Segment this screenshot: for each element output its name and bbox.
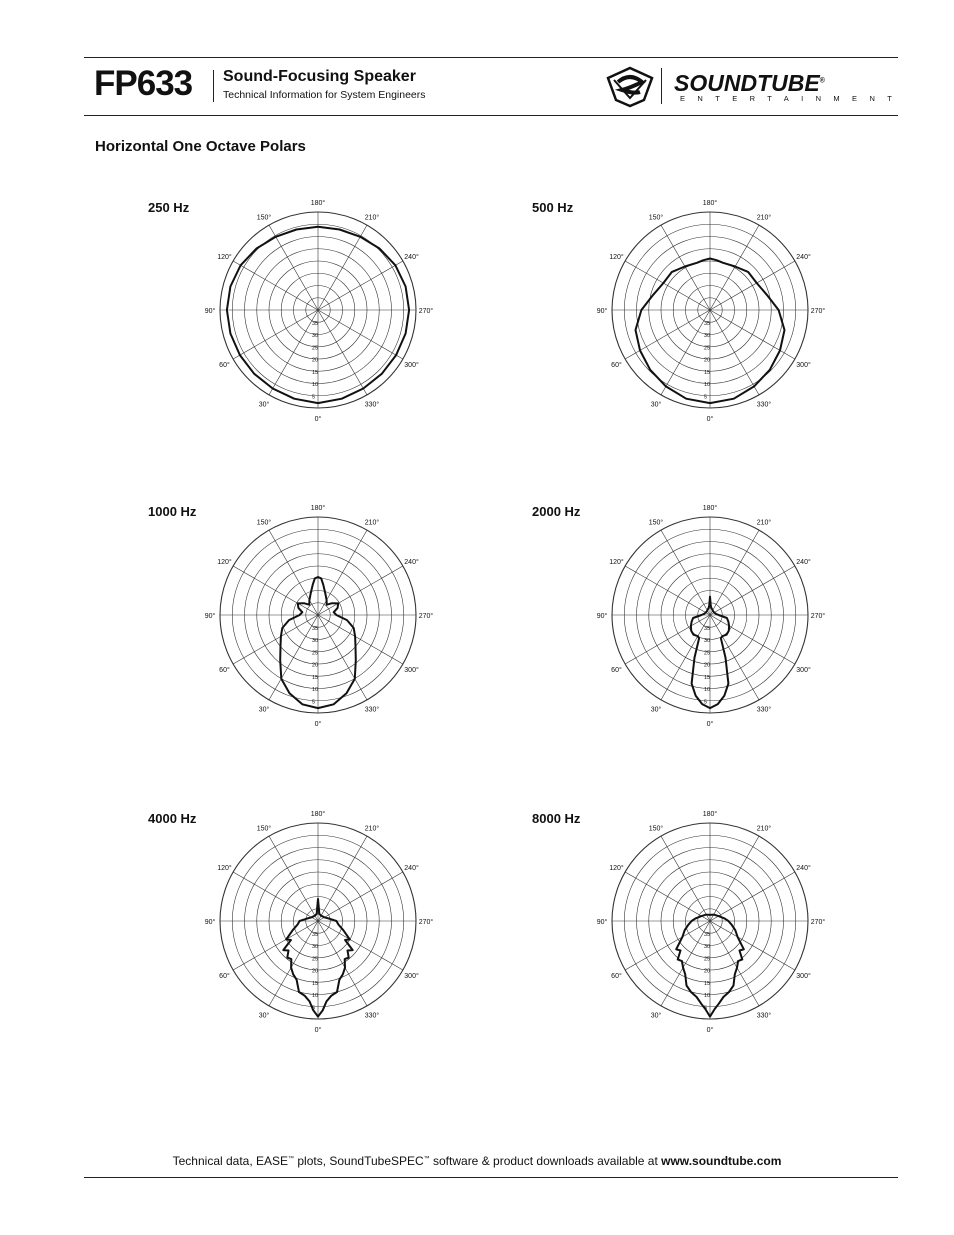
angle-tick-label: 210° xyxy=(756,825,772,833)
angle-tick-label: 90° xyxy=(596,919,608,926)
angle-tick-label: 0° xyxy=(314,721,322,728)
grid-spoke xyxy=(625,566,710,615)
grid-spoke xyxy=(625,310,710,359)
angle-tick-label: 90° xyxy=(204,613,216,620)
chart-title-2000hz: 2000 Hz xyxy=(532,504,581,519)
angle-tick-label: 180° xyxy=(702,811,718,818)
angle-tick-label: 90° xyxy=(204,308,216,315)
grid-spoke xyxy=(269,836,318,921)
grid-spoke xyxy=(710,566,795,615)
grid-spoke xyxy=(318,921,403,970)
grid-spoke xyxy=(710,921,759,1006)
grid-spoke xyxy=(269,225,318,310)
angle-tick-label: 180° xyxy=(310,811,326,818)
angle-tick-label: 330° xyxy=(756,1012,772,1020)
angle-tick-label: 150° xyxy=(256,825,272,833)
registered-mark: ® xyxy=(819,77,825,85)
grid-spoke xyxy=(233,310,318,359)
angle-tick-label: 300° xyxy=(796,973,811,980)
grid-spoke xyxy=(625,872,710,921)
angle-tick-label: 210° xyxy=(756,214,772,222)
radial-tick-label: 15 xyxy=(704,674,711,681)
grid-spoke xyxy=(318,530,367,615)
grid-spoke xyxy=(661,836,710,921)
grid-spoke xyxy=(710,261,795,310)
grid-spoke xyxy=(661,310,710,395)
footer-rule xyxy=(84,1177,898,1178)
trademark-mark: ™ xyxy=(423,1156,430,1162)
radial-tick-label: 25 xyxy=(312,956,319,963)
radial-tick-label: 35 xyxy=(312,931,319,938)
angle-tick-label: 30° xyxy=(650,401,662,409)
angle-tick-label: 90° xyxy=(596,613,608,620)
radial-tick-label: 5 xyxy=(312,1005,316,1012)
angle-tick-label: 210° xyxy=(756,519,772,527)
radial-tick-label: 15 xyxy=(704,980,711,987)
angle-tick-label: 300° xyxy=(404,362,419,369)
radial-tick-label: 25 xyxy=(312,345,319,352)
radial-tick-label: 30 xyxy=(704,944,711,950)
angle-tick-label: 0° xyxy=(314,1027,322,1034)
grid-spoke xyxy=(318,310,403,359)
angle-tick-label: 210° xyxy=(364,825,380,833)
header-divider xyxy=(213,70,214,102)
polar-chart-4000hz xyxy=(200,806,440,1036)
angle-tick-label: 90° xyxy=(596,308,608,315)
radial-tick-label: 5 xyxy=(312,699,316,706)
angle-tick-label: 0° xyxy=(706,721,714,728)
radial-tick-label: 10 xyxy=(312,993,319,999)
polar-chart-250hz xyxy=(200,195,440,425)
model-number: FP633 xyxy=(94,64,193,103)
angle-tick-label: 120° xyxy=(609,559,624,566)
radial-tick-label: 30 xyxy=(312,944,319,950)
grid-spoke xyxy=(233,921,318,970)
angle-tick-label: 300° xyxy=(796,667,811,674)
angle-tick-label: 270° xyxy=(418,308,434,315)
angle-tick-label: 30° xyxy=(258,1012,270,1020)
grid-spoke xyxy=(710,615,795,664)
grid-spoke xyxy=(710,225,759,310)
product-subtitle: Technical Information for System Engineers xyxy=(223,89,426,101)
radial-tick-label: 30 xyxy=(704,333,711,339)
radial-tick-label: 10 xyxy=(704,382,711,388)
angle-tick-label: 30° xyxy=(650,1012,662,1020)
grid-spoke xyxy=(318,566,403,615)
angle-tick-label: 150° xyxy=(256,214,272,222)
angle-tick-label: 330° xyxy=(364,706,380,714)
angle-tick-label: 270° xyxy=(810,613,826,620)
radial-tick-label: 35 xyxy=(704,625,711,632)
radial-tick-label: 15 xyxy=(312,980,319,987)
angle-tick-label: 90° xyxy=(204,919,216,926)
angle-tick-label: 270° xyxy=(810,308,826,315)
grid-spoke xyxy=(710,872,795,921)
angle-tick-label: 60° xyxy=(611,362,622,369)
radial-tick-label: 20 xyxy=(704,968,711,975)
angle-tick-label: 120° xyxy=(217,254,232,261)
radial-tick-label: 5 xyxy=(704,699,708,706)
grid-spoke xyxy=(318,225,367,310)
angle-tick-label: 120° xyxy=(609,865,624,872)
grid-spoke xyxy=(710,921,795,970)
grid-spoke xyxy=(269,530,318,615)
angle-tick-label: 0° xyxy=(706,1027,714,1034)
angle-tick-label: 60° xyxy=(611,973,622,980)
angle-tick-label: 30° xyxy=(650,706,662,714)
grid-spoke xyxy=(269,310,318,395)
polar-chart-1000hz xyxy=(200,500,440,730)
angle-tick-label: 330° xyxy=(756,706,772,714)
grid-spoke xyxy=(318,615,367,700)
polar-chart-8000hz xyxy=(592,806,832,1036)
chart-title-4000hz: 4000 Hz xyxy=(148,811,197,826)
radial-tick-label: 20 xyxy=(704,662,711,669)
radial-tick-label: 25 xyxy=(704,345,711,352)
radial-tick-label: 25 xyxy=(312,650,319,657)
angle-tick-label: 330° xyxy=(364,401,380,409)
angle-tick-label: 240° xyxy=(796,865,811,872)
radial-tick-label: 15 xyxy=(312,674,319,681)
angle-tick-label: 0° xyxy=(314,416,322,423)
grid-spoke xyxy=(233,261,318,310)
angle-tick-label: 300° xyxy=(796,362,811,369)
grid-spoke xyxy=(661,615,710,700)
grid-spoke xyxy=(269,921,318,1006)
grid-spoke xyxy=(710,310,759,395)
angle-tick-label: 240° xyxy=(796,254,811,261)
radial-tick-label: 35 xyxy=(704,931,711,938)
angle-tick-label: 30° xyxy=(258,706,270,714)
angle-tick-label: 60° xyxy=(219,973,230,980)
angle-tick-label: 60° xyxy=(219,667,230,674)
radial-tick-label: 5 xyxy=(704,1005,708,1012)
polar-chart-2000hz xyxy=(592,500,832,730)
radial-tick-label: 10 xyxy=(704,993,711,999)
grid-spoke xyxy=(318,872,403,921)
angle-tick-label: 330° xyxy=(756,401,772,409)
angle-tick-label: 150° xyxy=(648,214,664,222)
soundtube-emblem-icon xyxy=(604,64,656,108)
radial-tick-label: 35 xyxy=(704,320,711,327)
angle-tick-label: 210° xyxy=(364,519,380,527)
angle-tick-label: 330° xyxy=(364,1012,380,1020)
radial-tick-label: 15 xyxy=(704,369,711,376)
footer-note: Technical data, EASE™ plots, SoundTubeSPEC™ software & product downloads available at www.soundtube.com xyxy=(172,1154,782,1168)
grid-spoke xyxy=(710,310,795,359)
angle-tick-label: 210° xyxy=(364,214,380,222)
chart-title-500hz: 500 Hz xyxy=(532,200,574,215)
product-title: Sound-Focusing Speaker xyxy=(223,68,416,85)
grid-spoke xyxy=(318,836,367,921)
trademark-mark: ™ xyxy=(288,1156,295,1162)
angle-tick-label: 120° xyxy=(217,559,232,566)
polar-chart-500hz xyxy=(592,195,832,425)
header-bottom-rule xyxy=(84,115,898,116)
angle-tick-label: 60° xyxy=(219,362,230,369)
radial-tick-label: 10 xyxy=(704,687,711,693)
radial-tick-label: 20 xyxy=(704,357,711,364)
angle-tick-label: 150° xyxy=(256,519,272,527)
brand-tagline: ENTERTAINMENT xyxy=(680,94,905,103)
angle-tick-label: 180° xyxy=(702,200,718,207)
angle-tick-label: 240° xyxy=(796,559,811,566)
grid-spoke xyxy=(233,566,318,615)
radial-tick-label: 25 xyxy=(704,956,711,963)
chart-title-250hz: 250 Hz xyxy=(148,200,190,215)
brand-divider xyxy=(661,68,662,104)
grid-spoke xyxy=(661,225,710,310)
radial-tick-label: 5 xyxy=(704,394,708,401)
grid-spoke xyxy=(625,615,710,664)
radial-tick-label: 10 xyxy=(312,382,319,388)
radial-tick-label: 10 xyxy=(312,687,319,693)
radial-tick-label: 30 xyxy=(704,638,711,644)
radial-tick-label: 35 xyxy=(312,320,319,327)
angle-tick-label: 180° xyxy=(310,505,326,512)
angle-tick-label: 240° xyxy=(404,254,419,261)
grid-spoke xyxy=(233,615,318,664)
angle-tick-label: 150° xyxy=(648,825,664,833)
angle-tick-label: 240° xyxy=(404,559,419,566)
brand-logo xyxy=(600,64,905,108)
angle-tick-label: 270° xyxy=(418,919,434,926)
angle-tick-label: 180° xyxy=(310,200,326,207)
grid-spoke xyxy=(318,310,367,395)
grid-spoke xyxy=(318,615,403,664)
grid-spoke xyxy=(710,530,759,615)
grid-spoke xyxy=(710,836,759,921)
section-title: Horizontal One Octave Polars xyxy=(95,138,306,155)
angle-tick-label: 300° xyxy=(404,667,419,674)
top-rule xyxy=(84,57,898,58)
grid-spoke xyxy=(710,615,759,700)
angle-tick-label: 120° xyxy=(217,865,232,872)
angle-tick-label: 150° xyxy=(648,519,664,527)
angle-tick-label: 180° xyxy=(702,505,718,512)
chart-title-8000hz: 8000 Hz xyxy=(532,811,581,826)
radial-tick-label: 30 xyxy=(312,333,319,339)
angle-tick-label: 60° xyxy=(611,667,622,674)
radial-tick-label: 15 xyxy=(312,369,319,376)
angle-tick-label: 30° xyxy=(258,401,270,409)
brand-name: SOUNDTUBE® xyxy=(674,70,825,96)
grid-spoke xyxy=(625,261,710,310)
grid-spoke xyxy=(661,530,710,615)
chart-title-1000hz: 1000 Hz xyxy=(148,504,197,519)
grid-spoke xyxy=(318,261,403,310)
angle-tick-label: 0° xyxy=(706,416,714,423)
angle-tick-label: 270° xyxy=(810,919,826,926)
radial-tick-label: 20 xyxy=(312,662,319,669)
angle-tick-label: 240° xyxy=(404,865,419,872)
radial-tick-label: 25 xyxy=(704,650,711,657)
grid-spoke xyxy=(625,921,710,970)
angle-tick-label: 300° xyxy=(404,973,419,980)
grid-spoke xyxy=(661,921,710,1006)
grid-spoke xyxy=(233,872,318,921)
grid-spoke xyxy=(318,921,367,1006)
website-link[interactable]: www.soundtube.com xyxy=(661,1154,782,1168)
radial-tick-label: 20 xyxy=(312,357,319,364)
radial-tick-label: 20 xyxy=(312,968,319,975)
radial-tick-label: 30 xyxy=(312,638,319,644)
grid-spoke xyxy=(269,615,318,700)
angle-tick-label: 270° xyxy=(418,613,434,620)
radial-tick-label: 35 xyxy=(312,625,319,632)
radial-tick-label: 5 xyxy=(312,394,316,401)
angle-tick-label: 120° xyxy=(609,254,624,261)
